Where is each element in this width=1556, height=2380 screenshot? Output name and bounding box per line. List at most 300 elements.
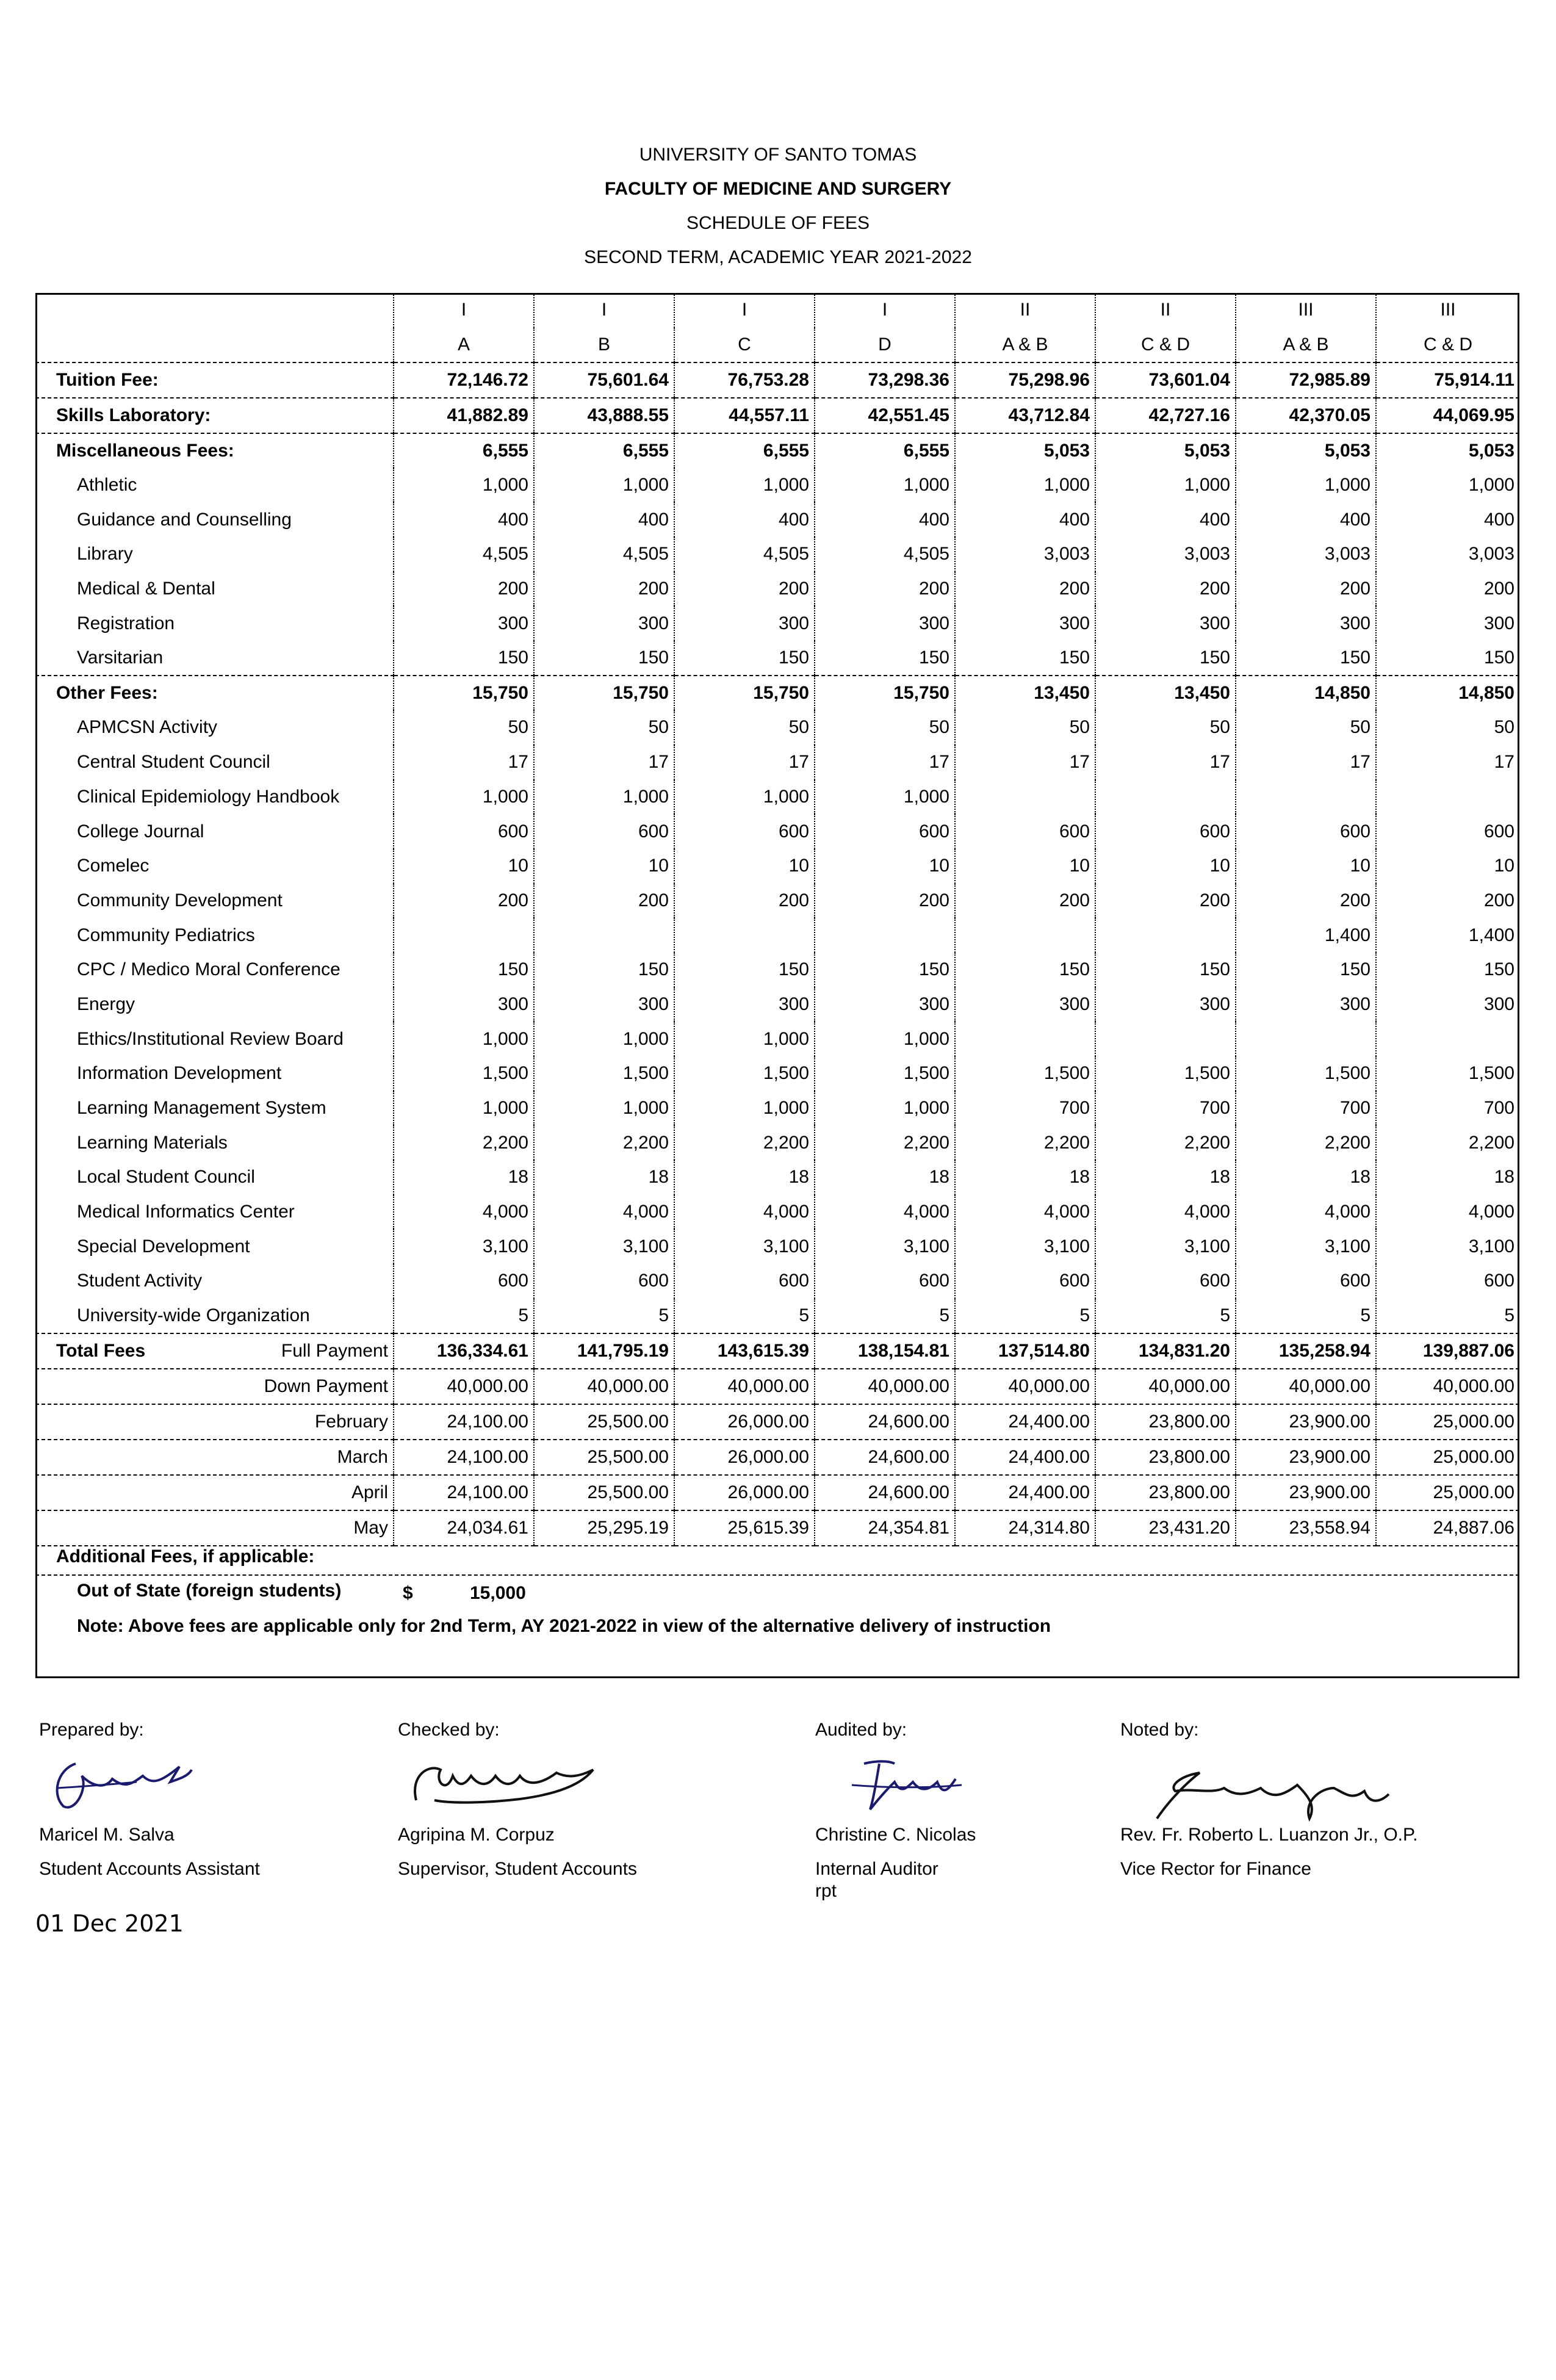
signatory-name: Agripina M. Corpuz (398, 1825, 555, 1845)
fee-amount: 200 (955, 884, 1095, 918)
fee-amount: 600 (1236, 814, 1376, 849)
signatory-title: Vice Rector for Finance (1120, 1859, 1311, 1879)
fee-amount: 43,888.55 (534, 398, 674, 433)
total-fees-label: Total Fees (56, 1340, 146, 1361)
payment-amount: 26,000.00 (674, 1440, 815, 1475)
fee-amount: 1,500 (534, 1056, 674, 1091)
fee-amount (1236, 780, 1376, 815)
out-of-state-amount: 15,000 (470, 1583, 526, 1603)
column-section: C & D (1095, 328, 1236, 362)
payment-amount: 40,000.00 (1376, 1369, 1519, 1404)
fee-amount: 600 (815, 814, 955, 849)
payment-amount: 139,887.06 (1376, 1333, 1519, 1369)
fee-amount: 72,146.72 (394, 362, 534, 398)
fee-label: Comelec (35, 849, 394, 884)
fee-label: University-wide Organization (35, 1299, 394, 1333)
fee-amount: 1,000 (674, 468, 815, 503)
payment-amount: 137,514.80 (955, 1333, 1095, 1369)
payment-amount: 24,600.00 (815, 1440, 955, 1475)
fee-amount: 15,750 (394, 676, 534, 710)
fee-amount: 4,000 (815, 1195, 955, 1230)
payment-amount: 23,900.00 (1236, 1404, 1376, 1440)
fee-amount: 150 (1095, 641, 1236, 676)
fee-amount: 150 (955, 641, 1095, 676)
payment-amount: 24,354.81 (815, 1510, 955, 1546)
fee-amount: 18 (1236, 1160, 1376, 1195)
fee-amount: 600 (1236, 1264, 1376, 1299)
fee-amount: 2,200 (815, 1125, 955, 1160)
fee-amount: 17 (394, 745, 534, 780)
fee-amount: 3,100 (394, 1229, 534, 1264)
fee-amount: 4,505 (534, 537, 674, 572)
fee-amount: 14,850 (1376, 676, 1519, 710)
fee-amount: 200 (1236, 572, 1376, 607)
fee-amount: 150 (815, 641, 955, 676)
fee-amount: 200 (1483, 579, 1515, 599)
fee-amount: 1,500 (815, 1056, 955, 1091)
signatory-role: Checked by: (398, 1720, 500, 1740)
column-header-sections (35, 328, 1519, 362)
rule-cell (815, 1546, 955, 1551)
fee-label: Guidance and Counselling (35, 502, 394, 537)
signatory-name: Maricel M. Salva (39, 1825, 175, 1845)
payment-amount: 40,000.00 (955, 1369, 1095, 1404)
payment-amount: 25,000.00 (1376, 1475, 1519, 1510)
payment-amount: 24,100.00 (394, 1475, 534, 1510)
total-label-wrap (56, 1334, 388, 1368)
fee-amount: 10 (815, 849, 955, 884)
fee-amount: 6,555 (534, 433, 674, 468)
signatory-prepared (39, 1720, 260, 1879)
payment-amount: 24,400.00 (955, 1440, 1095, 1475)
fee-amount: 300 (955, 987, 1095, 1022)
payment-schedule-row (35, 1510, 1519, 1546)
fee-amount: 600 (955, 1264, 1095, 1299)
fee-amount: 4,000 (534, 1195, 674, 1230)
fee-amount: 18 (955, 1160, 1095, 1195)
column-section: C & D (1423, 334, 1472, 355)
fee-amount: 2,200 (1468, 1132, 1515, 1153)
fee-amount: 43,712.84 (955, 398, 1095, 433)
fee-item-row (35, 468, 1519, 503)
fee-amount: 300 (1483, 613, 1515, 633)
fee-amount: 18 (674, 1160, 815, 1195)
fee-amount: 18 (815, 1160, 955, 1195)
rule-cell (534, 1546, 674, 1551)
payment-amount: 25,000.00 (1376, 1440, 1519, 1475)
fee-item-row (35, 572, 1519, 607)
fee-amount: 200 (674, 572, 815, 607)
fee-amount: 18 (394, 1160, 534, 1195)
fee-amount: 600 (674, 1264, 815, 1299)
fee-amount: 600 (1483, 821, 1515, 842)
fee-amount: 400 (534, 502, 674, 537)
signatory-role: Prepared by: (39, 1720, 144, 1740)
payment-amount: 25,500.00 (534, 1404, 674, 1440)
signatory-title: Internal Auditor (815, 1859, 938, 1879)
fee-amount: 13,450 (955, 676, 1095, 710)
fee-amount: 1,000 (1095, 468, 1236, 503)
payment-amount: 25,500.00 (534, 1440, 674, 1475)
payment-amount: 24,600.00 (815, 1475, 955, 1510)
fee-amount: 17 (674, 745, 815, 780)
fee-amount: 3,100 (1095, 1229, 1236, 1264)
fee-item-row (35, 641, 1519, 676)
fee-amount: 15,750 (815, 676, 955, 710)
fee-amount: 1,000 (815, 468, 955, 503)
fee-amount (955, 780, 1095, 815)
fee-amount (955, 918, 1095, 953)
fee-amount: 2,200 (394, 1125, 534, 1160)
payment-amount: 25,295.19 (534, 1510, 674, 1546)
fee-amount: 1,000 (1468, 475, 1515, 496)
payment-schedule-row (35, 1475, 1519, 1510)
payment-amount: 23,800.00 (1095, 1404, 1236, 1440)
fee-amount: 3,100 (674, 1229, 815, 1264)
payment-schedule-row (35, 1404, 1519, 1440)
fee-amount: 10 (1494, 856, 1515, 876)
fee-amount: 1,000 (674, 780, 815, 815)
out-of-state-currency: $ (403, 1583, 413, 1603)
fee-amount: 300 (1483, 993, 1515, 1014)
signatory-checked (398, 1720, 637, 1879)
fee-amount: 18 (1095, 1160, 1236, 1195)
column-year: I (674, 293, 815, 328)
header-blank-cell (35, 328, 394, 362)
fee-amount: 6,555 (394, 433, 534, 468)
fee-label: Learning Materials (35, 1125, 394, 1160)
fee-amount: 300 (815, 606, 955, 641)
fee-amount: 5 (815, 1299, 955, 1333)
fee-amount: 200 (674, 884, 815, 918)
fee-amount: 1,000 (674, 1022, 815, 1056)
signatory-name: Christine C. Nicolas (815, 1825, 976, 1845)
fee-item-row (35, 780, 1519, 815)
fee-amount: 200 (815, 884, 955, 918)
fee-amount: 600 (674, 814, 815, 849)
fee-amount: 50 (955, 710, 1095, 745)
fee-item-row (35, 849, 1519, 884)
fee-label: Community Pediatrics (35, 918, 394, 953)
fee-item-row (35, 884, 1519, 918)
fee-amount: 1,000 (394, 1022, 534, 1056)
fee-amount: 2,200 (534, 1125, 674, 1160)
rule-cell (674, 1546, 815, 1551)
column-section: C (674, 328, 815, 362)
payment-amount: 24,100.00 (394, 1440, 534, 1475)
rule-cell (1236, 1546, 1376, 1551)
fee-label: CPC / Medico Moral Conference (35, 953, 394, 987)
column-section: D (815, 328, 955, 362)
fee-amount: 400 (674, 502, 815, 537)
fee-amount: 17 (1095, 745, 1236, 780)
payment-amount: 26,000.00 (674, 1404, 815, 1440)
fee-amount: 300 (1236, 606, 1376, 641)
fee-item-row (35, 710, 1519, 745)
fee-amount: 73,601.04 (1095, 362, 1236, 398)
fee-item-row (35, 814, 1519, 849)
fee-amount: 13,450 (1095, 676, 1236, 710)
fee-amount: 4,505 (394, 537, 534, 572)
fee-amount: 50 (1236, 710, 1376, 745)
signatory-name: Rev. Fr. Roberto L. Luanzon Jr., O.P. (1120, 1825, 1418, 1845)
fee-amount: 600 (1095, 814, 1236, 849)
payment-amount: 40,000.00 (534, 1369, 674, 1404)
fee-amount: 5,053 (1376, 433, 1519, 468)
column-year: III (1440, 300, 1456, 320)
fee-amount: 1,000 (534, 1091, 674, 1126)
fee-amount: 150 (1236, 953, 1376, 987)
payment-amount: 40,000.00 (815, 1369, 955, 1404)
fee-amount: 50 (1494, 717, 1515, 738)
fee-amount (534, 918, 674, 953)
fee-amount: 700 (1095, 1091, 1236, 1126)
fee-amount: 1,000 (534, 468, 674, 503)
fee-amount (394, 918, 534, 953)
fee-amount: 150 (394, 641, 534, 676)
payment-amount: 24,034.61 (394, 1510, 534, 1546)
rule-cell (1376, 1546, 1519, 1551)
fee-amount: 1,000 (534, 1022, 674, 1056)
fee-amount: 1,400 (1236, 918, 1376, 953)
fee-amount: 300 (674, 987, 815, 1022)
signatory-title: Student Accounts Assistant (39, 1859, 260, 1879)
fee-item-row (35, 1299, 1519, 1333)
payment-amount: 136,334.61 (394, 1333, 534, 1369)
column-section: A (394, 328, 534, 362)
fee-amount: 42,370.05 (1236, 398, 1376, 433)
fee-item-row (35, 1056, 1519, 1091)
fee-label: APMCSN Activity (35, 710, 394, 745)
header-faculty: FACULTY OF MEDICINE AND SURGERY (604, 179, 952, 199)
fee-label: Ethics/Institutional Review Board (35, 1022, 394, 1056)
fee-item-row (35, 1125, 1519, 1160)
fee-amount: 3,100 (534, 1229, 674, 1264)
payment-label: Down Payment (35, 1369, 394, 1404)
fee-amount: 1,000 (815, 1091, 955, 1126)
fee-amount: 17 (1236, 745, 1376, 780)
fee-amount: 4,505 (674, 537, 815, 572)
fee-amount: 150 (674, 641, 815, 676)
total-label-cell (35, 1333, 394, 1369)
fee-amount: 3,003 (955, 537, 1095, 572)
payment-amount: 24,400.00 (955, 1475, 1095, 1510)
fee-label: Miscellaneous Fees: (35, 433, 394, 468)
column-year: I (534, 293, 674, 328)
fee-amount: 5 (534, 1299, 674, 1333)
fee-amount: 1,000 (1236, 468, 1376, 503)
signatory-role: Noted by: (1120, 1720, 1199, 1740)
fee-label: Clinical Epidemiology Handbook (35, 780, 394, 815)
fee-label: Tuition Fee: (35, 362, 394, 398)
fee-amount: 17 (534, 745, 674, 780)
fees-note: Note: Above fees are applicable only for 2nd Term, AY 2021-2022 in view of the alternative delivery of instruction (77, 1616, 1051, 1636)
fee-amount: 200 (1483, 890, 1515, 911)
additional-fees-heading: Additional Fees, if applicable: (56, 1546, 315, 1567)
signatory-audited (815, 1720, 976, 1901)
fee-amount: 5,053 (955, 433, 1095, 468)
column-year: III (1236, 293, 1376, 328)
fee-amount: 5,053 (1095, 433, 1236, 468)
fee-amount: 600 (394, 814, 534, 849)
payment-schedule-row (35, 1369, 1519, 1404)
fee-amount: 300 (1095, 987, 1236, 1022)
payment-label: April (35, 1475, 394, 1510)
fee-amount: 400 (394, 502, 534, 537)
fee-label: Central Student Council (35, 745, 394, 780)
header-schedule: SCHEDULE OF FEES (686, 213, 870, 233)
fee-amount: 10 (955, 849, 1095, 884)
fee-amount: 150 (1483, 647, 1515, 668)
payment-amount: 40,000.00 (674, 1369, 815, 1404)
signatory-title: Supervisor, Student Accounts (398, 1859, 637, 1879)
fee-amount: 44,557.11 (674, 398, 815, 433)
fee-amount: 300 (1236, 987, 1376, 1022)
fee-amount: 15,750 (674, 676, 815, 710)
fee-amount: 600 (534, 814, 674, 849)
fee-amount: 5 (955, 1299, 1095, 1333)
payment-amount: 134,831.20 (1095, 1333, 1236, 1369)
fee-amount: 10 (674, 849, 815, 884)
total-fees-row (35, 1333, 1519, 1369)
fee-category-row (35, 398, 1519, 433)
fee-amount: 300 (1095, 606, 1236, 641)
fee-amount: 300 (815, 987, 955, 1022)
fee-amount: 50 (674, 710, 815, 745)
column-section: A & B (955, 328, 1095, 362)
fee-amount: 600 (534, 1264, 674, 1299)
fee-amount: 3,003 (1095, 537, 1236, 572)
fee-amount (1095, 1022, 1236, 1056)
column-year: II (1095, 293, 1236, 328)
fee-amount: 1,000 (394, 1091, 534, 1126)
payment-amount: 138,154.81 (815, 1333, 955, 1369)
fee-amount: 1,000 (674, 1091, 815, 1126)
payment-amount: 25,000.00 (1376, 1404, 1519, 1440)
header-university: UNIVERSITY OF SANTO TOMAS (639, 145, 917, 165)
fee-amount: 200 (1095, 884, 1236, 918)
fee-amount: 200 (394, 572, 534, 607)
fee-amount: 75,914.11 (1376, 362, 1519, 398)
fee-amount: 200 (534, 884, 674, 918)
fee-label: Library (35, 537, 394, 572)
signatory-role: Audited by: (815, 1720, 907, 1740)
fee-amount: 150 (674, 953, 815, 987)
fee-amount: 1,500 (394, 1056, 534, 1091)
payment-schedule-row (35, 1440, 1519, 1475)
fee-amount: 14,850 (1236, 676, 1376, 710)
fee-label: Community Development (35, 884, 394, 918)
rule-cell (955, 1546, 1095, 1551)
fee-amount: 3,100 (815, 1229, 955, 1264)
fee-amount: 150 (1236, 641, 1376, 676)
fee-amount: 600 (1095, 1264, 1236, 1299)
payment-amount: 26,000.00 (674, 1475, 815, 1510)
fee-amount: 5 (1236, 1299, 1376, 1333)
fee-amount: 600 (955, 814, 1095, 849)
fee-amount: 2,200 (674, 1125, 815, 1160)
fee-amount: 6,555 (674, 433, 815, 468)
rule-cell (1095, 1546, 1236, 1551)
fee-amount: 200 (1236, 884, 1376, 918)
payment-amount: 23,800.00 (1095, 1475, 1236, 1510)
fee-amount: 4,000 (394, 1195, 534, 1230)
fee-amount: 200 (955, 572, 1095, 607)
fee-amount: 150 (394, 953, 534, 987)
fee-item-row (35, 606, 1519, 641)
fee-label: Local Student Council (35, 1160, 394, 1195)
fee-amount: 44,069.95 (1376, 398, 1519, 433)
column-section: A & B (1236, 328, 1376, 362)
out-of-state-label: Out of State (foreign students) (77, 1581, 342, 1601)
fee-amount: 10 (1236, 849, 1376, 884)
fee-amount: 700 (1236, 1091, 1376, 1126)
fee-amount: 200 (534, 572, 674, 607)
fee-amount: 1,000 (955, 468, 1095, 503)
fee-amount: 5,053 (1236, 433, 1376, 468)
signature-image (815, 1751, 998, 1819)
fee-amount: 2,200 (1095, 1125, 1236, 1160)
fee-amount: 3,003 (1468, 544, 1515, 564)
fee-label: Student Activity (35, 1264, 394, 1299)
header-term: SECOND TERM, ACADEMIC YEAR 2021-2022 (584, 247, 972, 267)
signature-image (398, 1751, 605, 1819)
fee-amount: 10 (394, 849, 534, 884)
payment-amount: 24,887.06 (1376, 1510, 1519, 1546)
fee-amount: 300 (955, 606, 1095, 641)
fee-label: Energy (35, 987, 394, 1022)
fee-amount: 4,000 (955, 1195, 1095, 1230)
fee-amount: 600 (394, 1264, 534, 1299)
column-year: I (815, 293, 955, 328)
column-year: I (394, 293, 534, 328)
fee-amount (1095, 918, 1236, 953)
fee-item-row (35, 918, 1519, 953)
payment-amount: 23,800.00 (1095, 1440, 1236, 1475)
fee-amount: 76,753.28 (674, 362, 815, 398)
fee-amount: 1,500 (955, 1056, 1095, 1091)
fee-amount: 10 (534, 849, 674, 884)
fee-amount: 5 (674, 1299, 815, 1333)
fee-amount (1236, 1022, 1376, 1056)
fee-amount: 1,500 (1468, 1063, 1515, 1084)
fee-category-row (35, 676, 1519, 710)
signatory-noted (1120, 1720, 1418, 1879)
payment-amount: 25,500.00 (534, 1475, 674, 1510)
fee-item-row (35, 1160, 1519, 1195)
payment-amount: 23,558.94 (1236, 1510, 1376, 1546)
fee-amount: 75,298.96 (955, 362, 1095, 398)
payment-label: February (35, 1404, 394, 1440)
payment-amount: 23,900.00 (1236, 1440, 1376, 1475)
fee-amount: 400 (1483, 509, 1515, 530)
fee-amount: 1,400 (1468, 925, 1515, 945)
fee-amount: 17 (1494, 752, 1515, 773)
payment-amount: 24,600.00 (815, 1404, 955, 1440)
payment-amount: 24,100.00 (394, 1404, 534, 1440)
payment-amount: 23,900.00 (1236, 1475, 1376, 1510)
fee-amount: 200 (1095, 572, 1236, 607)
column-section: B (534, 328, 674, 362)
fee-schedule-table (35, 293, 1519, 1551)
signatory-initials: rpt (815, 1881, 837, 1901)
fee-label: Medical Informatics Center (35, 1195, 394, 1230)
fee-item-row (35, 987, 1519, 1022)
payment-amount: 40,000.00 (1095, 1369, 1236, 1404)
fee-amount: 300 (534, 606, 674, 641)
fee-amount: 1,500 (674, 1056, 815, 1091)
fee-amount: 50 (815, 710, 955, 745)
